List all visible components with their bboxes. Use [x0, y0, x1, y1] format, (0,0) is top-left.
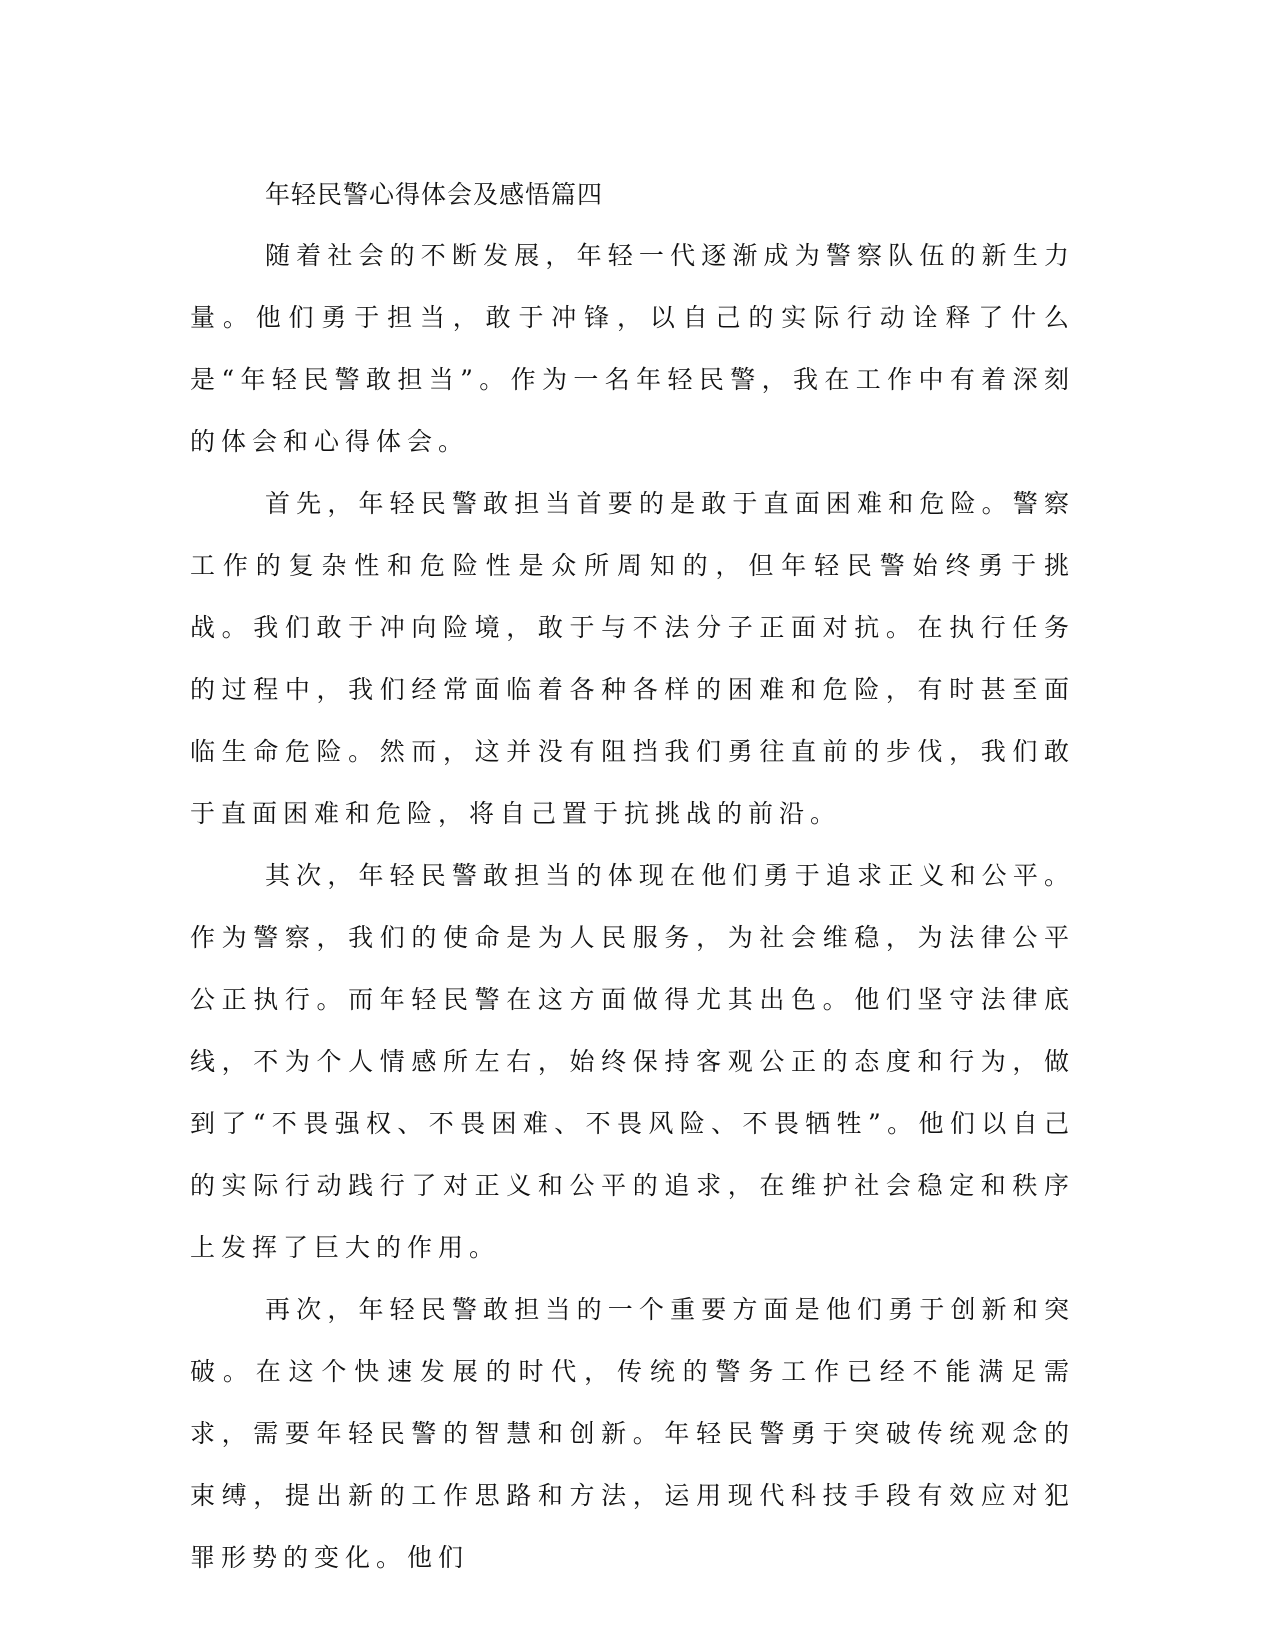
document-title: 年轻民警心得体会及感悟篇四 [265, 180, 604, 209]
paragraph-third: 再次，年轻民警敢担当的一个重要方面是他们勇于创新和突破。在这个快速发展的时代，传统的警务工作已经不能满足需求，需要年轻民警的智慧和创新。年轻民警勇于突破传统观念的束缚，提出新的工作思路和方法，运用现代科技手段有效应对犯罪形势的变化。他们 [190, 1295, 1075, 1572]
document-body [190, 165, 1075, 1589]
paragraph-first: 首先，年轻民警敢担当首要的是敢于直面困难和危险。警察工作的复杂性和危险性是众所周知的，但年轻民警始终勇于挑战。我们敢于冲向险境，敢于与不法分子正面对抗。在执行任务的过程中，我们经常面临着各种各样的困难和危险，有时甚至面临生命危险。然而，这并没有阻挡我们勇往直前的步伐，我们敢于直面困难和危险，将自己置于抗挑战的前沿。 [190, 489, 1075, 828]
paragraph-second: 其次，年轻民警敢担当的体现在他们勇于追求正义和公平。作为警察，我们的使命是为人民服务，为社会维稳，为法律公平公正执行。而年轻民警在这方面做得尤其出色。他们坚守法律底线，不为个人情感所左右，始终保持客观公正的态度和行为，做到了“不畏强权、不畏困难、不畏风险、不畏牺牲”。他们以自己的实际行动践行了对正义和公平的追求，在维护社会稳定和秩序上发挥了巨大的作用。 [190, 861, 1075, 1262]
paragraph-intro: 随着社会的不断发展，年轻一代逐渐成为警察队伍的新生力量。他们勇于担当，敢于冲锋，以自己的实际行动诠释了什么是“年轻民警敢担当”。作为一名年轻民警，我在工作中有着深刻的体会和心得体会。 [190, 241, 1075, 456]
